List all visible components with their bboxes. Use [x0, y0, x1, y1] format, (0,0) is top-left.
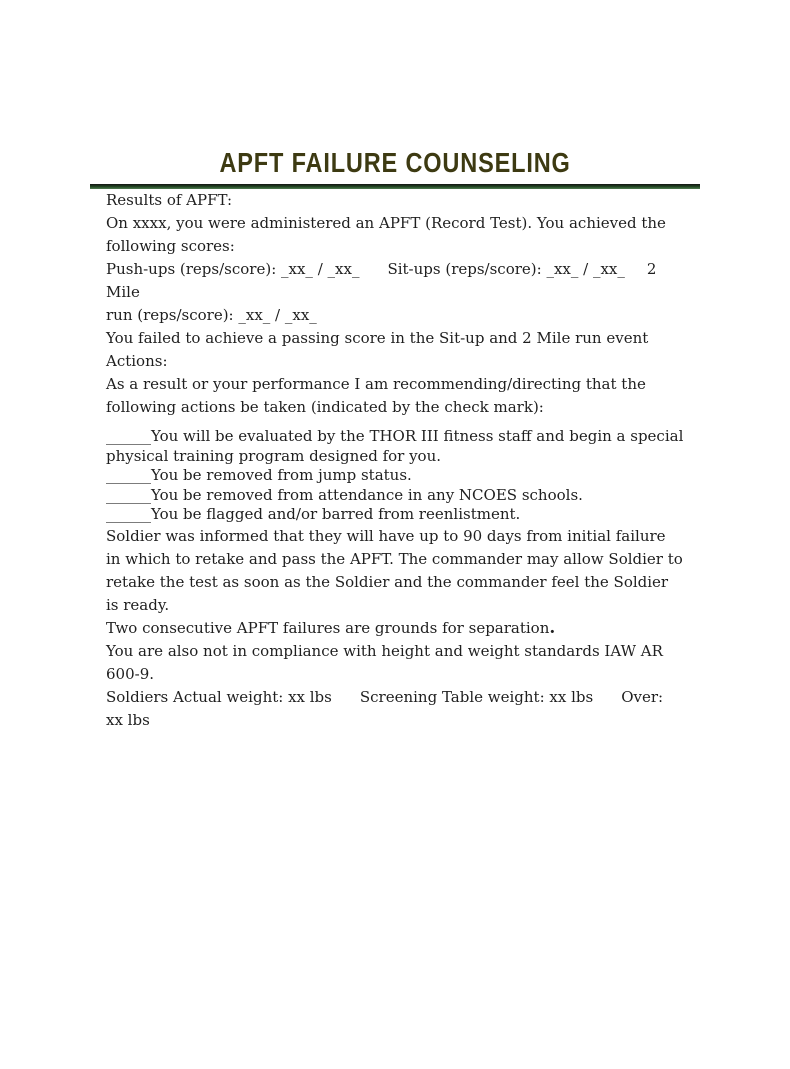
height-weight-compliance: You are also not in compliance with height and weight standards IAW AR 600-9.: [106, 641, 663, 683]
action-item: ______You be flagged and/or barred from reenlistment.: [106, 505, 521, 523]
actual-weight: Soldiers Actual weight: xx lbs: [106, 687, 332, 706]
pushups-score: Push-ups (reps/score): _xx_ / _xx_: [106, 260, 360, 278]
results-heading: Results of APFT:: [106, 191, 233, 209]
screening-table-weight: Screening Table weight: xx lbs: [359, 687, 594, 706]
action-item: ______You be removed from jump status.: [106, 466, 412, 484]
weights-line: [106, 686, 684, 732]
intro-paragraph: On xxxx, you were administered an APFT (Record Test). You achieved the following scores:: [106, 214, 666, 255]
document-header: [0, 148, 790, 182]
retake-policy-paragraph: Soldier was informed that they will have up to 90 days from initial failure in which to retake and pass the APFT. The commander may allow Soldier to retake the test as soon as the Soldier and the commander feel the Soldier is ready.: [106, 526, 683, 614]
document-body: [106, 189, 684, 732]
situps-score: Sit-ups (reps/score): _xx_ / _xx_: [387, 260, 625, 278]
over-weight: Over: xx lbs: [106, 687, 664, 729]
run-event-label: 2 Mile: [106, 260, 657, 301]
separation-warning: [106, 617, 684, 640]
action-checklist: [106, 427, 684, 525]
scores-line: [106, 258, 684, 327]
action-item: ______You will be evaluated by the THOR III fitness staff and begin a special physical training program designed for you.: [106, 427, 684, 465]
actions-heading: Actions:: [106, 352, 168, 370]
document-title: APFT FAILURE COUNSELING: [219, 147, 571, 178]
run-score: run (reps/score): _xx_ / _xx_: [106, 306, 317, 324]
actions-intro: As a result or your performance I am recommending/directing that the following actions be taken (indicated by the check mark):: [106, 375, 646, 416]
separation-warning-text: Two consecutive APFT failures are grounds for separation: [106, 618, 550, 637]
action-item: ______You be removed from attendance in any NCOES schools.: [106, 485, 583, 504]
failure-statement: You failed to achieve a passing score in the Sit-up and 2 Mile run event: [106, 329, 649, 347]
separation-warning-period: .: [549, 617, 556, 638]
